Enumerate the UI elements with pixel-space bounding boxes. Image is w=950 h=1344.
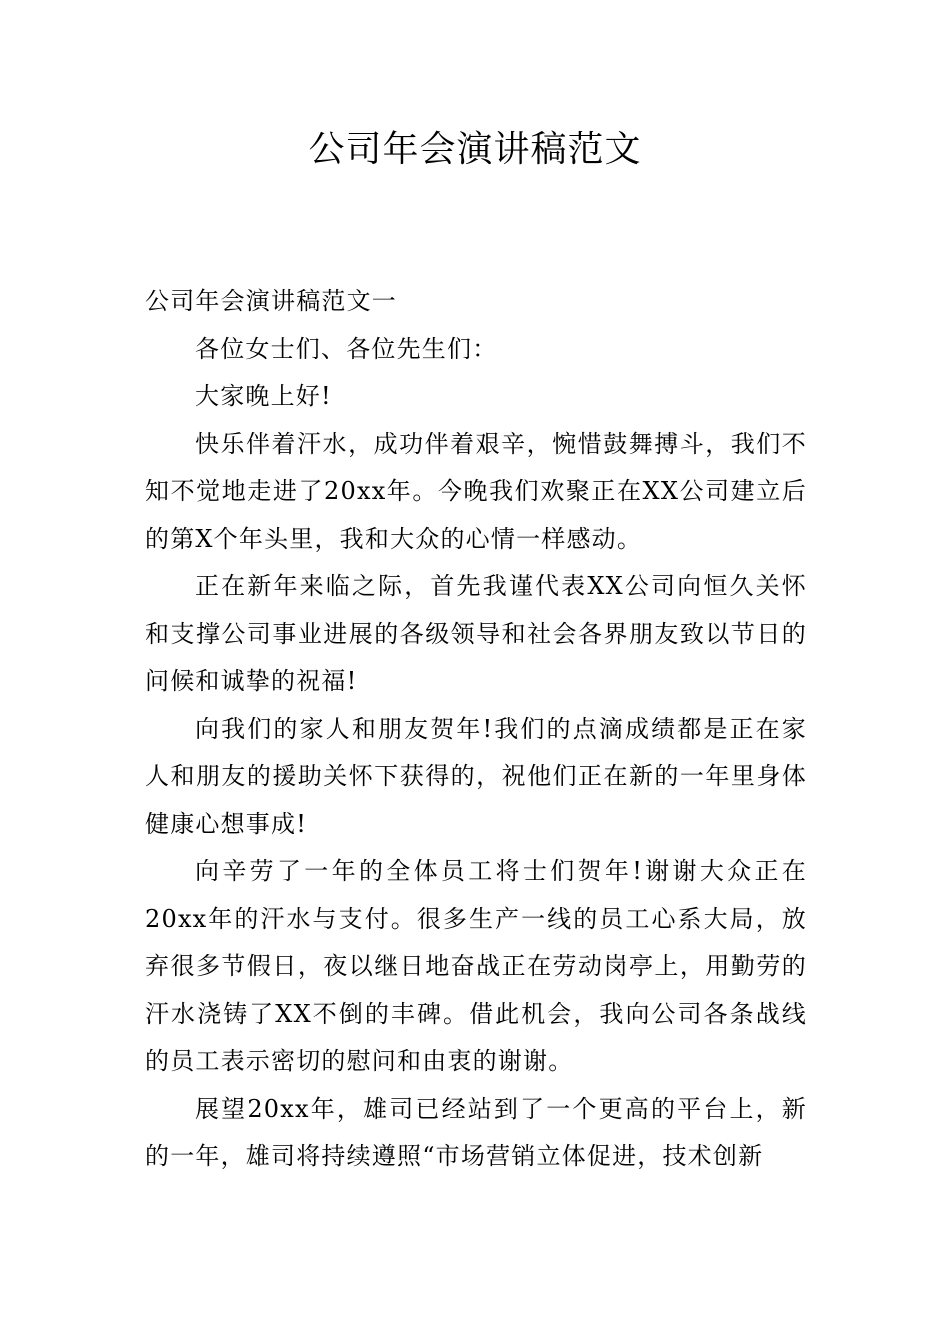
paragraph-opening: 快乐伴着汗水，成功伴着艰辛，惋惜鼓舞搏斗，我们不知不觉地走进了20xx年。今晚我们欢聚正在XX公司建立后的第X个年头里，我和大众的心情一样感动。: [145, 429, 807, 553]
paragraph-family-thanks: 向我们的家人和朋友贺年!我们的点滴成绩都是正在家人和朋友的援助关怀下获得的，祝他们正在新的一年里身体健康心想事成!: [145, 714, 807, 838]
paragraph-new-year-greetings: 正在新年来临之际，首先我谨代表XX公司向恒久关怀和支撑公司事业进展的各级领导和社会各界朋友致以节日的问候和诚挚的祝福!: [145, 572, 807, 695]
section-heading: 公司年会演讲稿范文一: [145, 287, 397, 315]
paragraph-outlook: 展望20xx年，雄司已经站到了一个更高的平台上，新的一年，雄司将持续遵照“市场营销立体促进，技术创新: [145, 1094, 807, 1170]
document-title: 公司年会演讲稿范文: [308, 129, 642, 170]
paragraph-staff-thanks: 向辛劳了一年的全体员工将士们贺年!谢谢大众正在20xx年的汗水与支付。很多生产一线的员工心系大局，放弃很多节假日，夜以继日地奋战正在劳动岗亭上，用勤劳的汗水浇铸了XX不倒的丰碑。借此机会，我向公司各条战线的员工表示密切的慰问和由衷的谢谢。: [145, 857, 807, 1075]
paragraph-greeting: 各位女士们、各位先生们：: [195, 334, 498, 363]
paragraph-good-evening: 大家晚上好!: [195, 382, 332, 410]
document-body: [145, 278, 807, 1181]
